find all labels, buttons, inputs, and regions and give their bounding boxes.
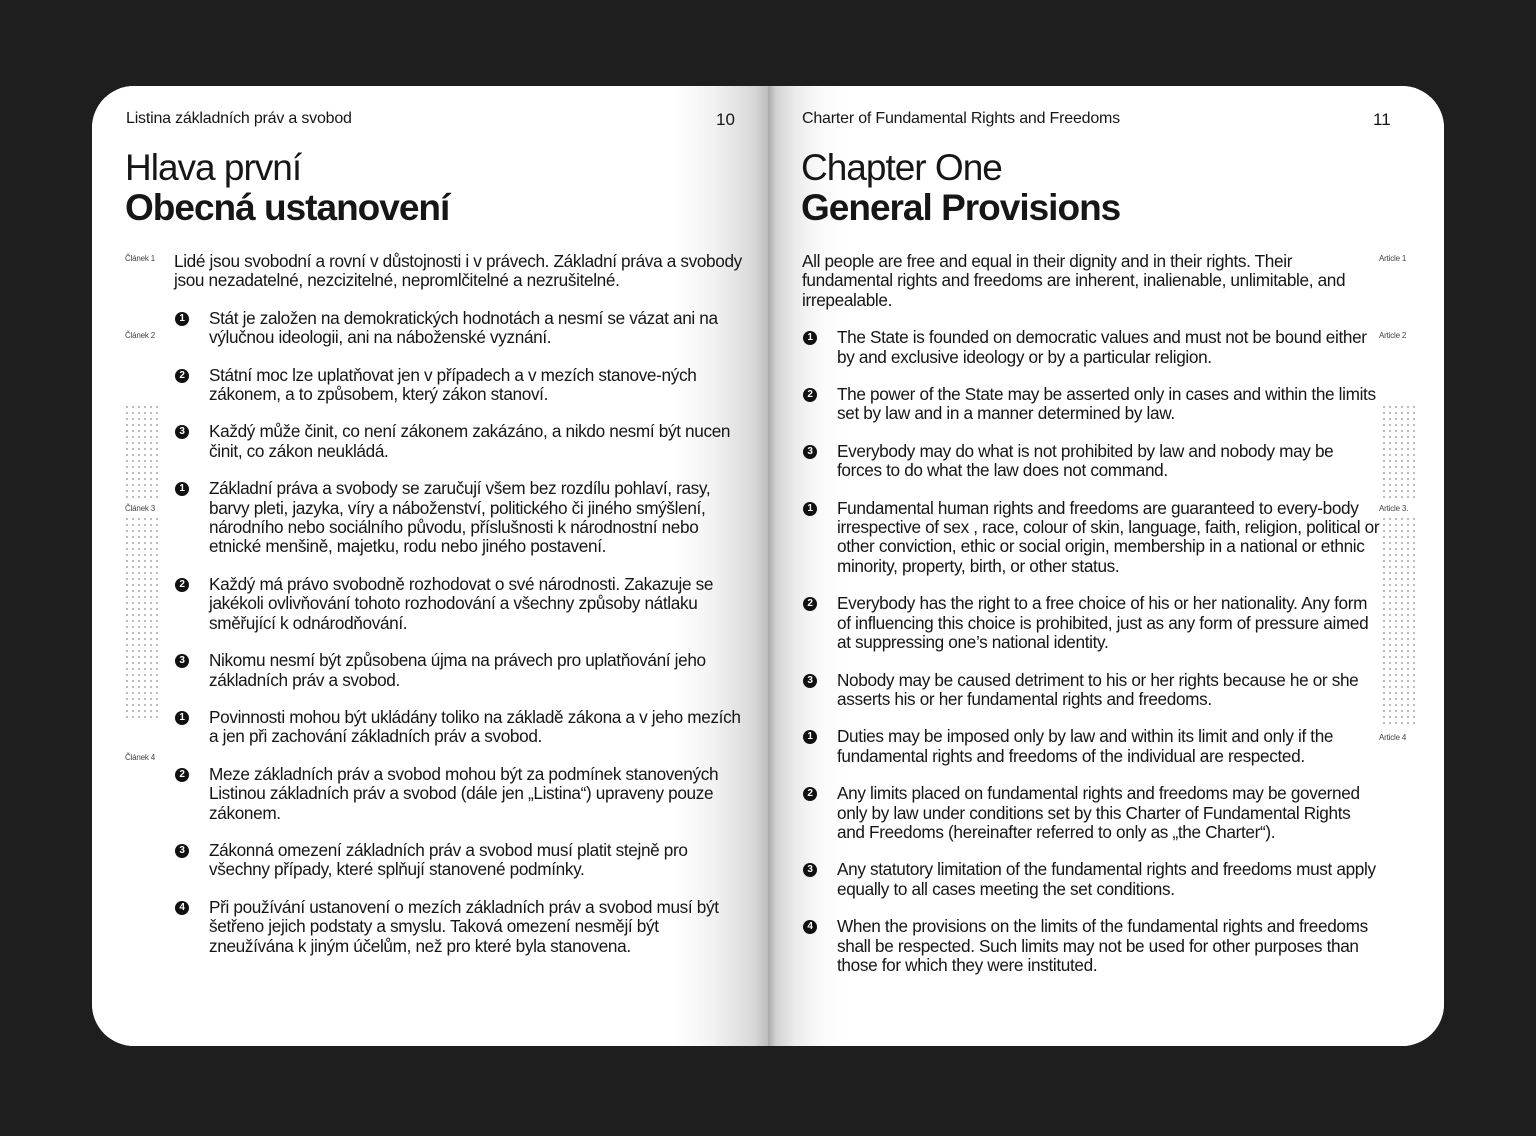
dot-pattern-decoration [1381, 404, 1415, 499]
number-3-badge-icon: 3 [175, 844, 189, 858]
article-3-paragraph-3 [802, 671, 1382, 710]
article-2-paragraph-1 [802, 328, 1382, 367]
article-label: Článek 3 [125, 504, 155, 513]
number-1-badge-icon: 1 [175, 482, 189, 496]
paragraph-text: When the provisions on the limits of the fundamental rights and freedoms shall be respected. Such limits may not be used for other purposes than those for which they were instituted. [837, 916, 1368, 975]
paragraph-text: Nikomu nesmí být způsobena újma na právech pro uplatňování jeho základních práv a svobod. [209, 650, 706, 690]
article-label: Článek 4 [125, 753, 155, 762]
chapter-title: Hlava první [125, 147, 302, 188]
paragraph-text: Any statutory limitation of the fundamental rights and freedoms must apply equally to all cases meeting the set conditions. [837, 859, 1376, 899]
running-title: Charter of Fundamental Rights and Freedoms [802, 110, 1120, 127]
article-text [174, 252, 744, 974]
paragraph-text: Everybody has the right to a free choice of his or her nationality. Any form of influencing this choice is prohibited, just as any form of pressure aimed at suppressing one’s national identity. [837, 593, 1369, 653]
number-2-badge-icon: 2 [175, 578, 189, 592]
chapter-subtitle: General Provisions [801, 187, 1121, 228]
left-page [92, 86, 768, 1046]
chapter-title: Chapter One [801, 147, 1002, 188]
article-2-paragraph-1 [174, 309, 744, 348]
article-label: Článek 1 [125, 254, 155, 263]
article-1-paragraph [174, 252, 744, 291]
article-4-paragraph-2 [174, 765, 744, 823]
number-1-badge-icon: 1 [175, 711, 189, 725]
article-3-paragraph-3 [174, 651, 744, 690]
article-3-paragraph-2 [802, 594, 1382, 652]
number-1-badge-icon: 1 [803, 502, 817, 516]
paragraph-text: Fundamental human rights and freedoms are guaranteed to every-body irrespective of sex , race, colour of skin, language, faith, religion, political or other conviction, ethic or social origin, membership in a national or ethnic minority, property, birth, or other status. [837, 497, 1380, 576]
number-4-badge-icon: 4 [803, 920, 817, 934]
running-title: Listina základních práv a svobod [126, 110, 352, 127]
paragraph-text: The power of the State may be asserted only in cases and within the limits set by law and in a manner determined by law. [837, 384, 1376, 424]
number-3-badge-icon: 3 [803, 445, 817, 459]
article-label: Article 2 [1379, 331, 1407, 340]
paragraph-text: Duties may be imposed only by law and within its limit and only if the fundamental rights and freedoms of the individual are respected. [837, 726, 1334, 766]
paragraph-text: Stát je založen na demokratických hodnotách a nesmí se vázat ani na výlučnou ideologii, ani na náboženské vyznání. [209, 307, 718, 348]
paragraph-text: Zákonná omezení základních práv a svobod musí platit stejně pro všechny případy, které splňují stanovené podmínky. [209, 839, 688, 880]
number-2-badge-icon: 2 [175, 768, 189, 782]
dot-pattern-decoration [124, 516, 158, 721]
number-2-badge-icon: 2 [803, 787, 817, 801]
article-4-paragraph-1 [174, 708, 744, 747]
chapter-heading [125, 148, 449, 228]
article-4-paragraph-4 [174, 898, 744, 956]
paragraph-text: Každý může činit, co není zákonem zakázáno, a nikdo nesmí být nucen činit, co zákon neukládá. [209, 421, 731, 461]
article-4-paragraph-4 [802, 917, 1382, 975]
article-2-paragraph-3 [174, 422, 744, 461]
number-2-badge-icon: 2 [175, 369, 189, 383]
number-1-badge-icon: 1 [803, 331, 817, 345]
paragraph-text: All people are free and equal in their dignity and in their rights. Their fundamental rights and freedoms are inherent, inalienable, unlimitable, and irrepealable. [802, 251, 1346, 310]
article-label: Article 4 [1379, 733, 1407, 742]
paragraph-text: Meze základních práv a svobod mohou být za podmínek stanovených Listinou základních práv a svobod (dále jen „Listina“) upraveny pouze zákonem. [209, 763, 719, 823]
article-label: Článek 2 [125, 331, 155, 340]
article-1-paragraph [802, 252, 1382, 310]
number-2-badge-icon: 2 [803, 388, 817, 402]
article-2-paragraph-2 [174, 366, 744, 405]
paragraph-text: The State is founded on democratic values and must not be bound either by and exclusive ideology or by a particular religion. [837, 327, 1367, 367]
paragraph-text: Everybody may do what is not prohibited by law and nobody may be forces to do what the law does not command. [837, 440, 1334, 481]
article-3-paragraph-2 [174, 575, 744, 633]
paragraph-text: Lidé jsou svobodní a rovní v důstojnosti i v právech. Základní práva a svobody jsou nezadatelné, nezcizitelné, nepromlčitelné a nezrušitelné. [174, 251, 742, 291]
article-4-paragraph-2 [802, 784, 1382, 842]
chapter-heading [801, 148, 1120, 228]
paragraph-text: Při používání ustanovení o mezích základních práv a svobod musí být šetřeno jejich podstaty a smyslu. Taková omezení nesmějí být zneužívána k jiným účelům, než pro které byla stanovena. [209, 896, 719, 956]
article-2-paragraph-2 [802, 385, 1382, 424]
dot-pattern-decoration [1381, 516, 1415, 726]
article-3-paragraph-1 [802, 499, 1382, 577]
number-3-badge-icon: 3 [175, 425, 189, 439]
article-4-paragraph-3 [802, 860, 1382, 899]
article-text [802, 252, 1382, 993]
article-3-paragraph-1 [174, 479, 744, 557]
number-3-badge-icon: 3 [803, 863, 817, 877]
right-page [768, 86, 1444, 1046]
open-book-spread [92, 86, 1444, 1046]
number-2-badge-icon: 2 [803, 597, 817, 611]
page-number: 11 [1373, 110, 1391, 129]
paragraph-text: Každý má právo svobodně rozhodovat o své národnosti. Zakazuje se jakékoli ovlivňování tohoto rozhodování a všechny způsoby nátlaku směřující k odnárodňování. [209, 573, 714, 633]
number-3-badge-icon: 3 [803, 674, 817, 688]
number-4-badge-icon: 4 [175, 901, 189, 915]
paragraph-text: Any limits placed on fundamental rights and freedoms may be governed only by law under conditions set by this Charter of Fundamental Rights and Freedoms (hereinafter referred to only as „the Charter“). [837, 783, 1360, 842]
page-number: 10 [716, 110, 735, 129]
chapter-subtitle: Obecná ustanovení [125, 187, 450, 228]
number-1-badge-icon: 1 [175, 312, 189, 326]
article-label: Article 1 [1379, 254, 1407, 263]
paragraph-text: Povinnosti mohou být ukládány toliko na základě zákona a v jeho mezích a jen při zachování základních práv a svobod. [209, 706, 741, 747]
article-4-paragraph-3 [174, 841, 744, 880]
paragraph-text: Nobody may be caused detriment to his or her rights because he or she asserts his or her fundamental rights and freedoms. [837, 669, 1359, 709]
article-4-paragraph-1 [802, 727, 1382, 766]
paragraph-text: Základní práva a svobody se zaručují všem bez rozdílu pohlaví, rasy, barvy pleti, jazyka, víry a náboženství, politického či jiného smýšlení, národního nebo sociálního původu, příslušnosti k národnostní nebo etnické menšině, majetku, rodu nebo jiného postavení. [209, 478, 711, 557]
article-label: Article 3. [1379, 504, 1409, 513]
dot-pattern-decoration [124, 404, 158, 499]
number-3-badge-icon: 3 [175, 654, 189, 668]
paragraph-text: Státní moc lze uplatňovat jen v případech a v mezích stanove-ných zákonem, a to způsobem, který zákon stanoví. [209, 364, 697, 405]
article-2-paragraph-3 [802, 442, 1382, 481]
number-1-badge-icon: 1 [803, 730, 817, 744]
